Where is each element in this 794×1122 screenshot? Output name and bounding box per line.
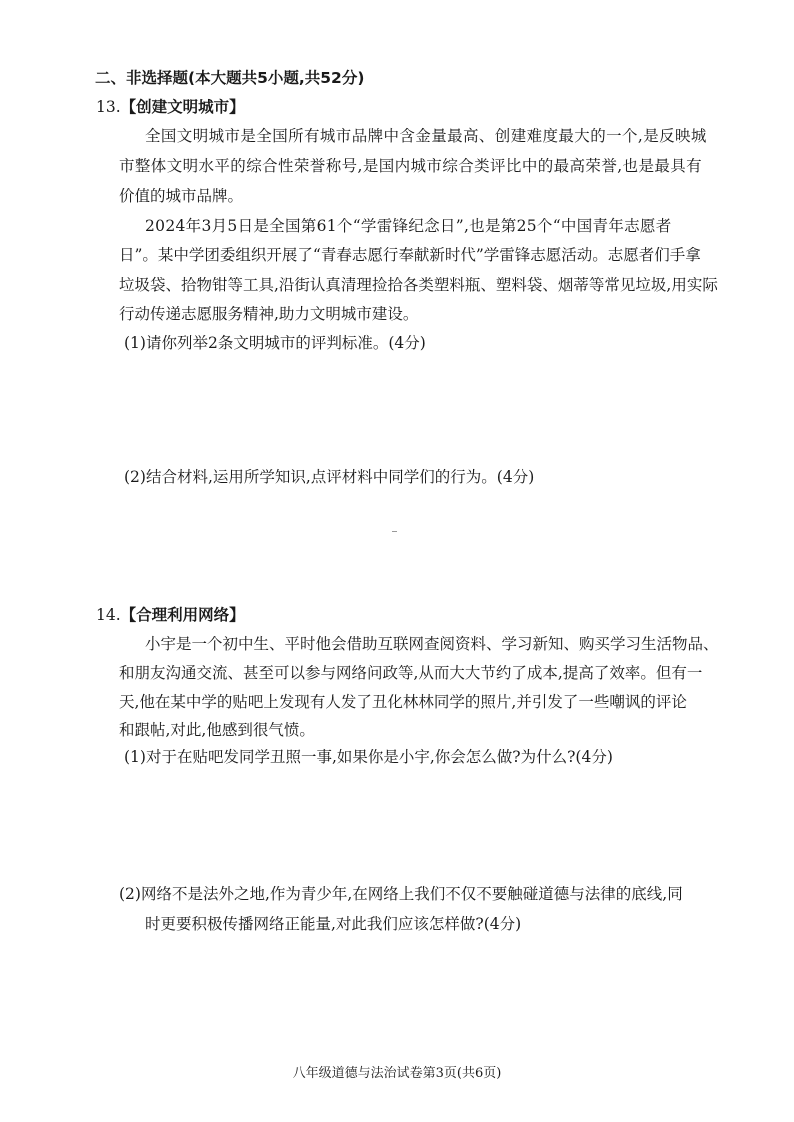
page-footer: 八年级道德与法治试卷第3页(共6页) — [292, 1066, 502, 1081]
q13-paragraph-line: 全国文明城市是全国所有城市品牌中含金量最高、创建难度最大的一个,是反映城 — [145, 127, 707, 145]
section-title: 二、非选择题(本大题共5小题,共52分) — [95, 69, 365, 87]
q13-paragraph-line: 市整体文明水平的综合性荣誉称号,是国内城市综合类评比中的最高荣誉,也是最具有 — [119, 157, 703, 175]
question-topic: 【创建文明城市】 — [120, 98, 245, 116]
question-number: 13. — [96, 98, 121, 116]
q14-subquestion-2-line: (2)网络不是法外之地,作为青少年,在网络上我们不仅不要触碰道德与法律的底线,同 — [119, 885, 683, 903]
question-14-header — [96, 605, 245, 625]
question-13-header — [96, 97, 245, 117]
q14-paragraph-line: 小宇是一个初中生、平时他会借助互联网查阅资料、学习新知、购买学习生活物品、 — [145, 635, 719, 653]
q13-paragraph-line: 日”。某中学团委组织开展了“青春志愿行奉献新时代”学雷锋志愿活动。志愿者们手拿 — [119, 246, 701, 264]
question-number: 14. — [96, 606, 121, 624]
question-topic: 【合理利用网络】 — [120, 606, 245, 624]
q14-paragraph-line: 和跟帖,对此,他感到很气愤。 — [119, 721, 315, 739]
q14-subquestion-2-line: 时更要积极传播网络正能量,对此我们应该怎样做?(4分) — [145, 915, 522, 933]
q13-paragraph-line: 行动传递志愿服务精神,助力文明城市建设。 — [119, 305, 419, 323]
q13-paragraph-line: 价值的城市品牌。 — [119, 187, 244, 205]
q14-paragraph-line: 和朋友沟通交流、甚至可以参与网络问政等,从而大大节约了成本,提高了效率。但有一 — [119, 664, 703, 682]
q14-paragraph-line: 天,他在某中学的贴吧上发现有人发了丑化林林同学的照片,并引发了一些嘲讽的评论 — [119, 693, 687, 711]
q13-paragraph-line: 垃圾袋、拾物钳等工具,沿街认真清理捡拾各类塑料瓶、塑料袋、烟蒂等常见垃圾,用实际 — [119, 276, 718, 294]
q13-subquestion-1: (1)请你列举2条文明城市的评判标准。(4分) — [124, 334, 426, 352]
stray-mark — [392, 531, 397, 532]
q13-paragraph-line: 2024年3月5日是全国第61个“学雷锋纪念日”,也是第25个“中国青年志愿者 — [145, 217, 672, 235]
q13-subquestion-2: (2)结合材料,运用所学知识,点评材料中同学们的行为。(4分) — [124, 468, 535, 486]
q14-subquestion-1: (1)对于在贴吧发同学丑照一事,如果你是小宇,你会怎么做?为什么?(4分) — [124, 748, 613, 766]
